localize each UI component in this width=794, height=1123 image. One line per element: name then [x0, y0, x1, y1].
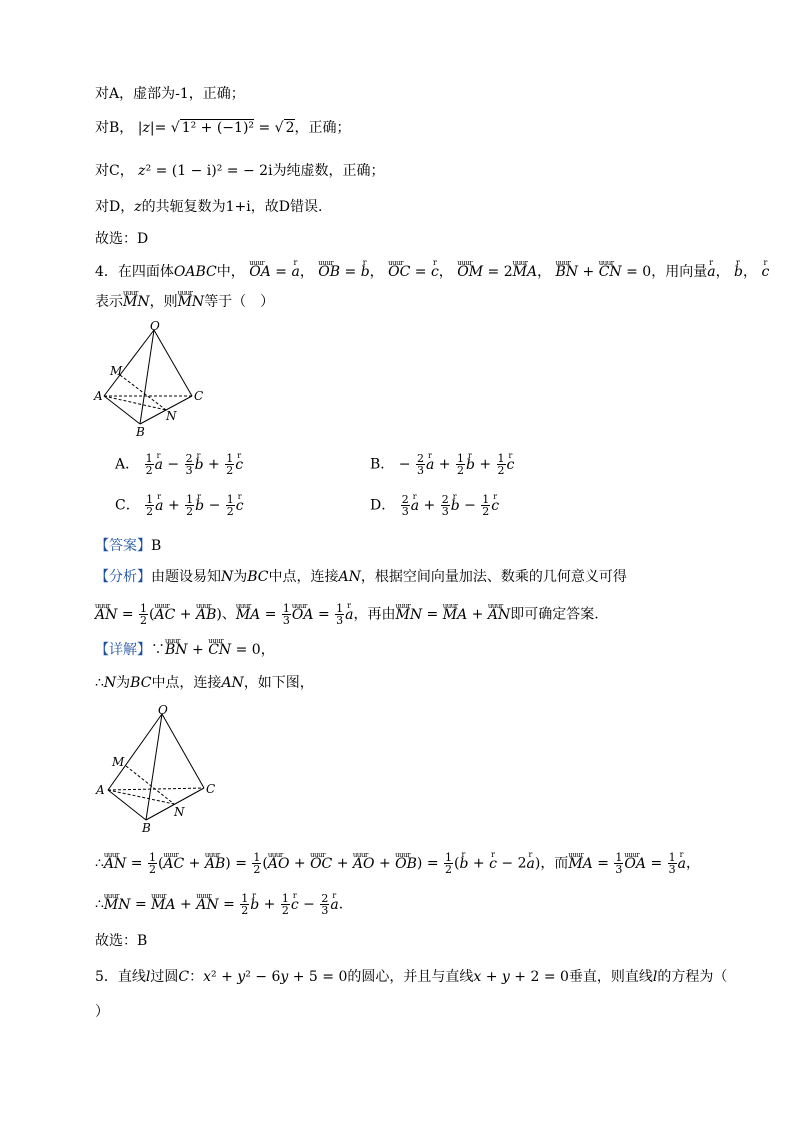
tetrahedron-figure-2: [92, 700, 232, 838]
text: 中，: [216, 264, 245, 280]
detail-line1: 【详解】∵uuur BN + uuur CN = 0，: [95, 640, 275, 660]
text: ，故D错误.: [250, 199, 323, 215]
label-n: N: [174, 805, 185, 819]
solution-line-a: [95, 84, 245, 104]
prev-choice: 故选：D: [95, 231, 149, 247]
text: 即可确定答案.: [510, 606, 599, 623]
text: ，根据空间向量加法、数乘的几何意义可得: [360, 569, 627, 585]
label-o: O: [158, 703, 168, 717]
text: ，再由: [353, 606, 396, 623]
tetrahedron-figure-1: [90, 320, 220, 440]
option-label: C．: [115, 497, 140, 514]
label-b: B: [136, 425, 145, 439]
text: ，用向量: [651, 264, 708, 280]
solution-line-d: [95, 197, 322, 217]
text: 的圆心，并且与直线: [347, 969, 474, 985]
label-n: N: [166, 409, 177, 423]
analysis-tag: 【分析】: [95, 569, 151, 585]
text: ，而: [540, 855, 569, 872]
text: 为: [233, 569, 248, 585]
text: 对A，虚部为: [95, 86, 176, 102]
question-number: 5．: [95, 969, 118, 985]
text: ，如下图，: [243, 675, 314, 691]
q5-stem-line2: ）: [95, 1004, 109, 1020]
option-a[interactable]: A． $\frac{1}{2}$ r a − $\frac{2}{3}$ r b + $\frac{1}{2}$ r c: [115, 453, 243, 476]
question-number: 4．: [95, 264, 118, 280]
q5-stem-line1: 5．直线l过圆C：x² + y² − 6y + 5 = 0的圆心，并且与直线x + y + 2 = 0垂直，则直线l的方程为（: [95, 969, 728, 985]
label-a: A: [94, 389, 103, 403]
solution-line-c: [95, 161, 385, 181]
label-m: M: [110, 364, 123, 378]
text: ，正确；: [294, 120, 351, 136]
text: 中点，连接: [151, 675, 222, 691]
text: 表示: [95, 294, 123, 310]
label-c: C: [194, 389, 204, 403]
option-c[interactable]: C． $\frac{1}{2}$ r a + $\frac{1}{2}$ r b − $\frac{1}{2}$ r c: [115, 494, 244, 517]
answer-tag: 【答案】: [95, 538, 151, 554]
text: 等于（ ）: [204, 294, 275, 310]
q4-choice: 故选：B: [95, 933, 148, 949]
text: 由题设易知: [151, 569, 221, 585]
text: ，正确；: [188, 86, 245, 102]
value: -1: [175, 86, 189, 102]
q4-stem-line2: [95, 292, 274, 312]
label-a: A: [96, 783, 105, 797]
tetra-name: OABC: [173, 264, 217, 280]
option-label: D．: [370, 497, 396, 514]
text: 的共轭复数为: [141, 199, 226, 215]
text: 在四面体: [117, 264, 174, 280]
given-vectors: uuur OA = r a， uuur OB = r b， uuur OC = r c， uuur OM = 2uuur MA， uuur BN + uuur CN = 0: [249, 264, 651, 280]
vec-mn: uuur MN: [178, 292, 205, 312]
option-label: B．: [370, 456, 395, 473]
text: 过圆: [150, 969, 179, 985]
option-d[interactable]: D． $\frac{2}{3}$ r a + $\frac{2}{3}$ r b − $\frac{1}{2}$ r c: [370, 494, 499, 517]
text: 对B，: [95, 120, 134, 136]
analysis-line1: 【分析】由题设易知N为BC中点，连接AN，根据空间向量加法、数乘的几何意义可得: [95, 569, 627, 585]
text: ，则: [149, 294, 178, 310]
solution-line-b: [95, 118, 351, 138]
value: 1+i: [225, 199, 251, 215]
text: 中点，连接: [268, 569, 339, 585]
answer-value: B: [151, 538, 162, 554]
text: 为纯虚数，正确；: [272, 163, 385, 179]
detail-line2: ∴N为BC中点，连接AN，如下图，: [95, 675, 314, 691]
text: 对C，: [95, 163, 134, 179]
option-label: A．: [115, 456, 140, 473]
q4-stem-line1: 4．在四面体OABC中， uuur OA = r a， uuur OB = r b， uuur OC = r c， uuur OM = 2uuur MA， uuur BN + uuur CN = 0，用向量r a， r b， r c: [95, 262, 769, 282]
answer-line: [95, 536, 161, 556]
analysis-line2: uuur AN = $\frac{1}{2}$ (uuur AC + uuur AB)、uuur MA = $\frac{1}{3}$ uuur OA = $\frac{1}{3}$ r a，再由uuur MN = uuur MA + uuur AN即可确定答案.: [95, 603, 599, 626]
modulus-formula: |z|= √ 1² + (−1)² = √ 2: [137, 120, 295, 136]
detail-line3: ∴uuur AN = $\frac{1}{2}$ (uuur AC + uuur AB) = $\frac{1}{2}$ (uuur AO + uuur OC + uuur AO + uuur OB) = $\frac{1}{2}$ (r b + r c − 2r a)，而uuur MA = $\frac{1}{3}$ uuur OA = $\frac{1}{3}$ r a，: [95, 852, 700, 875]
text: 对D，: [95, 199, 135, 215]
label-b: B: [142, 821, 151, 835]
text: 垂直，则直线: [568, 969, 653, 985]
square-formula: z² = (1 − i)² = − 2i: [138, 163, 273, 179]
label-m: M: [112, 755, 125, 769]
detail-line4: ∴uuur MN = uuur MA + uuur AN = $\frac{1}{2}$ r b + $\frac{1}{2}$ r c − $\frac{2}{3}$ r a.: [95, 893, 343, 916]
option-b[interactable]: B． − $\frac{2}{3}$ r a + $\frac{1}{2}$ r b + $\frac{1}{2}$ r c: [370, 453, 514, 476]
text: 直线: [117, 969, 146, 985]
vec-mn: uuur MN: [123, 292, 150, 312]
label-o: O: [150, 320, 160, 333]
detail-tag: 【详解】: [95, 642, 151, 658]
label-c: C: [206, 782, 216, 796]
text: 的方程为（: [657, 969, 728, 985]
var-z: z: [134, 199, 142, 215]
